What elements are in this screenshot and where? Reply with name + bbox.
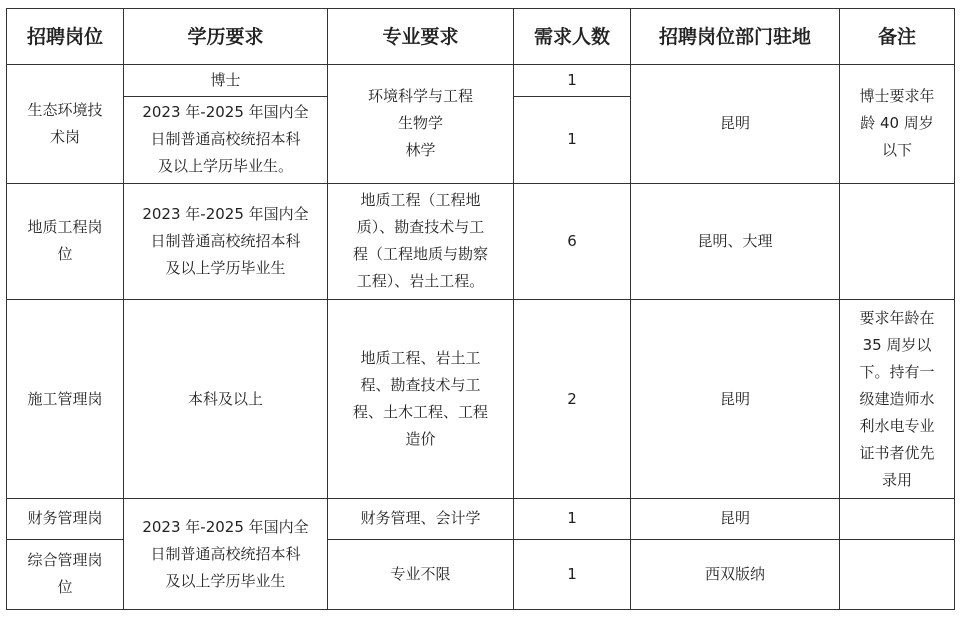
count-cell: 2 — [514, 300, 631, 499]
location-cell: 昆明 — [631, 300, 840, 499]
recruitment-table — [6, 8, 955, 610]
note-cell: 博士要求年 龄 40 周岁 以下 — [840, 65, 955, 184]
header-count: 需求人数 — [514, 9, 631, 65]
count-cell: 1 — [514, 539, 631, 609]
education-cell: 2023 年-2025 年国内全 日制普通高校统招本科 及以上学历毕业生 — [124, 183, 328, 300]
major-cell: 地质工程（工程地 质）、勘查技术与工 程（工程地质与勘察 工程）、岩土工程。 — [328, 183, 514, 300]
note-cell — [840, 539, 955, 609]
note-cell — [840, 499, 955, 539]
location-cell: 昆明 — [631, 499, 840, 539]
major-cell: 环境科学与工程 生物学 林学 — [328, 65, 514, 184]
header-position: 招聘岗位 — [7, 9, 124, 65]
count-cell: 1 — [514, 97, 631, 183]
table-row — [7, 183, 955, 300]
header-education: 学历要求 — [124, 9, 328, 65]
education-cell: 2023 年-2025 年国内全 日制普通高校统招本科 及以上学历毕业生 — [124, 499, 328, 610]
major-cell: 财务管理、会计学 — [328, 499, 514, 539]
header-major: 专业要求 — [328, 9, 514, 65]
header-row — [7, 9, 955, 65]
note-cell: 要求年龄在 35 周岁以 下。持有一 级建造师水 利水电专业 证书者优先 录用 — [840, 300, 955, 499]
table-row — [7, 499, 955, 539]
position-cell: 施工管理岗 — [7, 300, 124, 499]
position-cell: 生态环境技 术岗 — [7, 65, 124, 184]
note-cell — [840, 183, 955, 300]
header-note: 备注 — [840, 9, 955, 65]
education-cell: 本科及以上 — [124, 300, 328, 499]
count-cell: 6 — [514, 183, 631, 300]
education-cell: 博士 — [124, 65, 328, 97]
header-location: 招聘岗位部门驻地 — [631, 9, 840, 65]
count-cell: 1 — [514, 499, 631, 539]
location-cell: 昆明、大理 — [631, 183, 840, 300]
position-cell: 财务管理岗 — [7, 499, 124, 539]
education-cell: 2023 年-2025 年国内全 日制普通高校统招本科 及以上学历毕业生。 — [124, 97, 328, 183]
position-cell: 综合管理岗 位 — [7, 539, 124, 609]
table-row — [7, 65, 955, 97]
position-cell: 地质工程岗 位 — [7, 183, 124, 300]
location-cell: 昆明 — [631, 65, 840, 184]
table-row — [7, 300, 955, 499]
major-cell: 专业不限 — [328, 539, 514, 609]
count-cell: 1 — [514, 65, 631, 97]
major-cell: 地质工程、岩土工 程、勘查技术与工 程、土木工程、工程 造价 — [328, 300, 514, 499]
location-cell: 西双版纳 — [631, 539, 840, 609]
